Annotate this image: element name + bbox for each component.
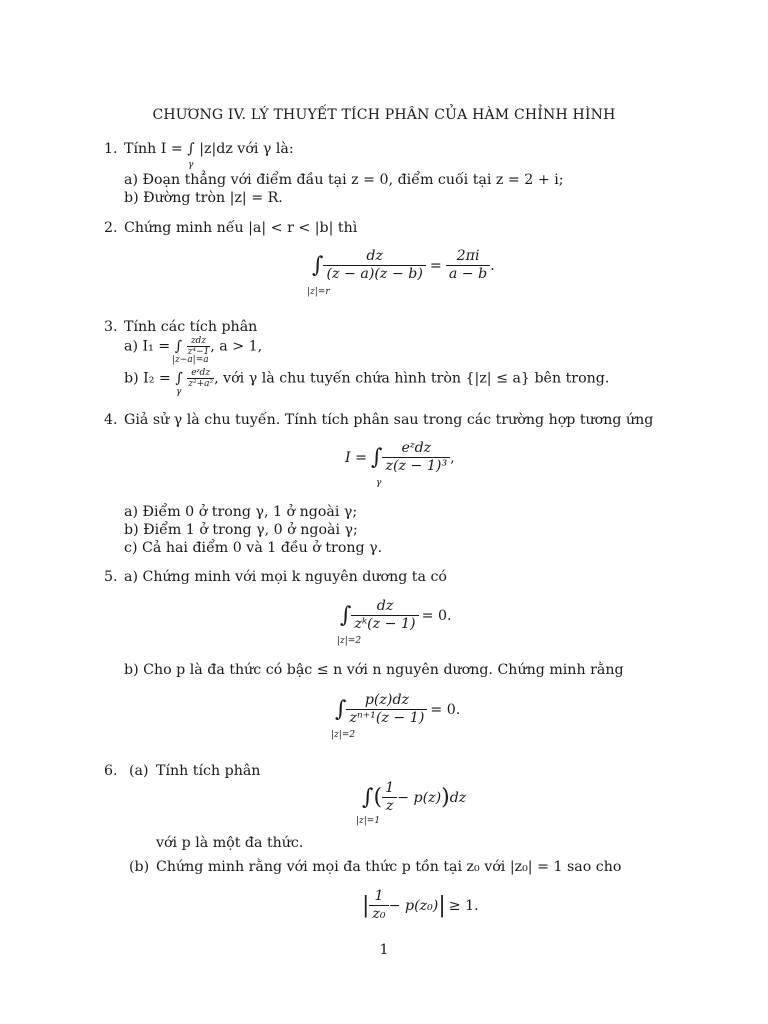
problem-1-part-a: a) Đoạn thẳng với điểm đầu tại z = 0, điểm cuối tại z = 2 + i; bbox=[124, 172, 564, 188]
problem-5b-integral-limit: |z|=2 bbox=[331, 730, 356, 740]
problem-4-part-b: b) Điểm 1 ở trong γ, 0 ở ngoài γ; bbox=[124, 522, 358, 538]
integral-sign: ∫ bbox=[340, 602, 352, 628]
problem-3-part-b: b) I₂ = ∫ eᶻdz z²+a² , với γ là chu tuyến chứa hình tròn {|z| ≤ a} bên trong. bbox=[124, 368, 610, 389]
problem-2-statement: Chứng minh nếu |a| < r < |b| thì bbox=[124, 220, 358, 236]
problem-5-number: 5. bbox=[104, 569, 118, 585]
problem-6b-label: (b) bbox=[129, 859, 150, 875]
problem-5a-integral-limit: |z|=2 bbox=[337, 636, 362, 646]
page-number: 1 bbox=[379, 942, 389, 958]
problem-5b-formula: ∫ $\frac{p(z)dz}{\text{zⁿ⁺¹(z − 1)}}$ = 0. bbox=[335, 692, 461, 726]
problem-6a-integral-limit: |z|=1 bbox=[356, 816, 381, 826]
problem-4-part-c: c) Cả hai điểm 0 và 1 đều ở trong γ. bbox=[124, 540, 383, 556]
fraction: $\frac{p(z)dz}{\text{zⁿ⁺¹(z − 1)}}$ bbox=[346, 692, 427, 727]
problem-2-formula: ∫ $\frac{dz}{(z - a)(z - b)}$ = $\frac{2\pi i}{a - b}$ . bbox=[312, 248, 495, 282]
problem-6a-note: với p là một đa thức. bbox=[156, 835, 304, 851]
integral-sign: ∫ bbox=[362, 784, 374, 810]
problem-2-integral-limit: |z|=r bbox=[307, 287, 330, 297]
problem-3-number: 3. bbox=[104, 319, 118, 335]
integral-sign: ∫ bbox=[371, 444, 383, 470]
problem-6b-formula: | $\frac{1}{\text{z₀}}$ − p(z₀) | ≥ 1. bbox=[362, 888, 479, 922]
fraction: $\frac{dz}{(z - a)(z - b)}$ bbox=[323, 248, 425, 283]
problem-6a-formula: ∫ ( $\frac{1}{z}$ − p(z) ) dz bbox=[362, 780, 467, 814]
problem-1-statement: Tính I = ∫ |z|dz với γ là: bbox=[124, 141, 294, 157]
problem-6a-statement: Tính tích phân bbox=[156, 763, 261, 779]
problem-5-part-b: b) Cho p là đa thức có bậc ≤ n với n nguyên dương. Chứng minh rằng bbox=[124, 662, 624, 678]
problem-3a-integral-limit: |z−a|=a bbox=[172, 355, 209, 365]
problem-4-integral-limit: γ bbox=[376, 478, 382, 488]
fraction: $\frac{1}{\text{z₀}}$ bbox=[369, 888, 388, 923]
chapter-title: CHƯƠNG IV. LÝ THUYẾT TÍCH PHÂN CỦA HÀM CHỈNH HÌNH bbox=[152, 107, 616, 123]
problem-4-formula: I = ∫ $\frac{\text{eᶻdz}}{\text{z(z − 1)³}}$ , bbox=[345, 440, 455, 474]
result-fraction: $\frac{2\pi i}{a - b}$ bbox=[446, 248, 490, 283]
problem-3b-integral-limit: γ bbox=[176, 387, 182, 397]
problem-4-statement: Giả sử γ là chu tuyến. Tính tích phân sau trong các trường hợp tương ứng bbox=[124, 412, 654, 428]
problem-1-part-b: b) Đường tròn |z| = R. bbox=[124, 190, 283, 206]
problem-6b-statement: Chứng minh rằng với mọi đa thức p tồn tại z₀ với |z₀| = 1 sao cho bbox=[156, 859, 622, 875]
problem-1-number: 1. bbox=[104, 141, 118, 157]
problem-6-number: 6. bbox=[104, 763, 118, 779]
problem-4-part-a: a) Điểm 0 ở trong γ, 1 ở ngoài γ; bbox=[124, 504, 358, 520]
problem-4-number: 4. bbox=[104, 412, 118, 428]
integral-sign: ∫ bbox=[312, 252, 324, 278]
problem-5a-formula: ∫ $\frac{dz}{\text{zᵏ(z − 1)}}$ = 0. bbox=[340, 598, 452, 632]
problem-1-integral-limit: γ bbox=[188, 160, 194, 170]
problem-6a-label: (a) bbox=[129, 763, 149, 779]
problem-2-number: 2. bbox=[104, 220, 118, 236]
problem-3-statement: Tính các tích phân bbox=[124, 319, 258, 335]
fraction: $\frac{dz}{\text{zᵏ(z − 1)}}$ bbox=[351, 598, 418, 633]
problem-3-part-a: a) I₁ = ∫ zdz z⁴−1 , a > 1, bbox=[124, 336, 263, 357]
problem-5-part-a: a) Chứng minh với mọi k nguyên dương ta có bbox=[124, 569, 447, 585]
fraction: $\frac{\text{eᶻdz}}{\text{z(z − 1)³}}$ bbox=[382, 440, 450, 475]
fraction: $\frac{1}{z}$ bbox=[382, 780, 397, 815]
integral-sign: ∫ bbox=[335, 696, 347, 722]
